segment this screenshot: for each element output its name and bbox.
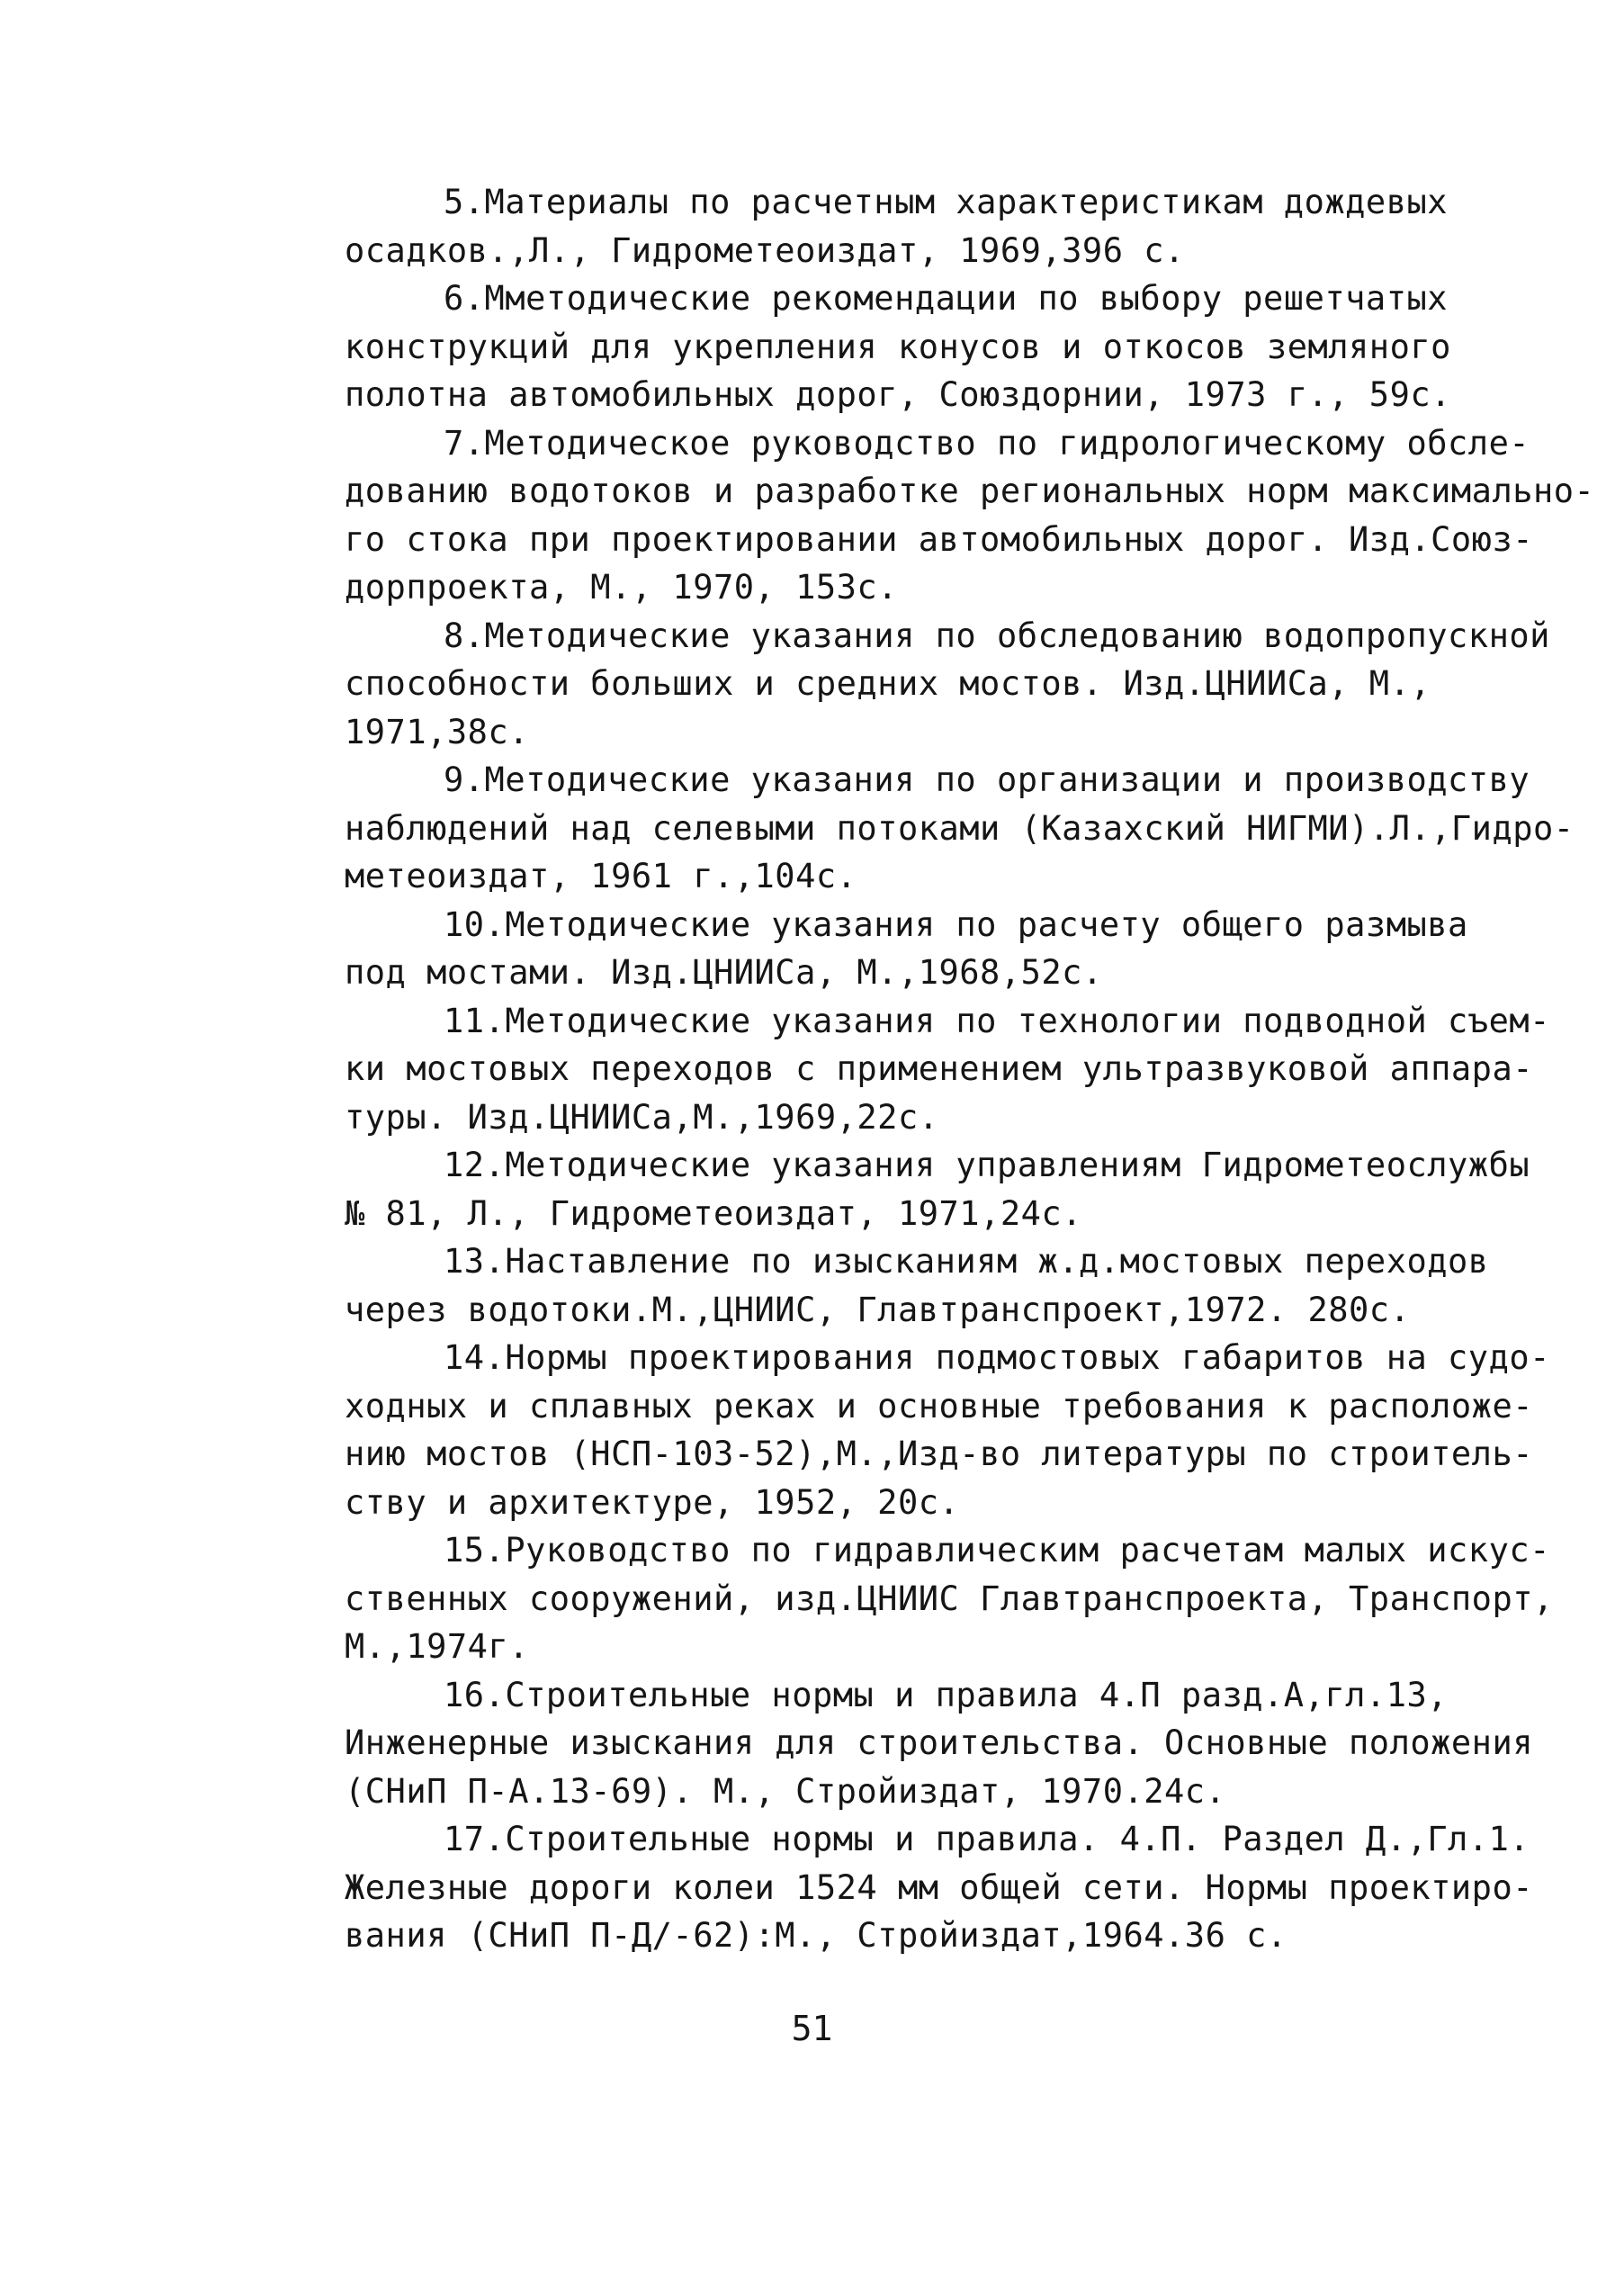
reference-line: конструкций для укрепления конусов и откосов земляного bbox=[345, 327, 1451, 366]
reference-line: 12.Методические указания управлениям Гидрометеослужбы bbox=[444, 1146, 1530, 1184]
reference-item-16 bbox=[345, 1671, 1532, 1816]
reference-item-11 bbox=[345, 997, 1550, 1142]
reference-item-8 bbox=[345, 612, 1550, 757]
reference-line: го стока при проектировании автомобильных дорог. Изд.Союз- bbox=[345, 519, 1534, 559]
reference-line: № 81, Л., Гидрометеоиздат, 1971,24с. bbox=[345, 1193, 1082, 1233]
reference-item-7 bbox=[345, 419, 1595, 612]
reference-line: способности больших и средних мостов. Изд.ЦНИИСа, М., bbox=[345, 664, 1431, 703]
reference-line: (СНиП П-А.13-69). М., Стройиздат, 1970.24с. bbox=[345, 1771, 1226, 1811]
reference-line: дованию водотоков и разработке региональных норм максимально- bbox=[345, 472, 1595, 510]
reference-line: дорпроекта, М., 1970, 153с. bbox=[345, 568, 898, 607]
reference-line: 11.Методические указания по технологии подводной съем- bbox=[444, 1001, 1550, 1040]
reference-line: Инженерные изыскания для строительства. Основные положения bbox=[345, 1723, 1534, 1762]
reference-item-10 bbox=[345, 901, 1532, 997]
reference-line: 5.Материалы по расчетным характеристикам дождевых bbox=[444, 183, 1449, 221]
reference-line: полотна автомобильных дорог, Союздорнии, 1973 г., 59с. bbox=[345, 375, 1451, 414]
reference-line: ки мостовых переходов с применением ультразвуковой аппара- bbox=[345, 1049, 1534, 1088]
reference-line: под мостами. Изд.ЦНИИСа, М.,1968,52с. bbox=[345, 953, 1103, 992]
reference-line: через водотоки.М.,ЦНИИС, Главтранспроект,1972. 280с. bbox=[345, 1290, 1411, 1329]
reference-item-15 bbox=[345, 1526, 1554, 1671]
reference-line: наблюдений над селевыми потоками (Казахский НИГМИ).Л.,Гидро- bbox=[345, 808, 1575, 848]
reference-line: туры. Изд.ЦНИИСа,М.,1969,22с. bbox=[345, 1097, 939, 1137]
reference-line: 9.Методические указания по организации и производству bbox=[444, 760, 1530, 799]
reference-line: вания (СНиП П-Д/-62):М., Стройиздат,1964.36 с. bbox=[345, 1916, 1288, 1955]
reference-line: осадков.,Л., Гидрометеоиздат, 1969,396 с. bbox=[345, 230, 1185, 270]
reference-line: Железные дороги колеи 1524 мм общей сети. Нормы проектиро- bbox=[345, 1867, 1534, 1907]
reference-item-6 bbox=[345, 274, 1532, 419]
reference-list bbox=[345, 178, 1595, 1960]
reference-line: 7.Методическое руководство по гидрологическому обсле- bbox=[444, 423, 1530, 463]
reference-line: ству и архитектуре, 1952, 20с. bbox=[345, 1482, 960, 1522]
reference-line: метеоиздат, 1961 г.,104с. bbox=[345, 857, 857, 895]
reference-item-9 bbox=[345, 756, 1575, 901]
reference-line: 17.Строительные нормы и правила. 4.П. Раздел Д.,Гл.1. bbox=[444, 1820, 1530, 1858]
reference-line: 15.Руководство по гидравлическим расчетам малых искус- bbox=[444, 1531, 1550, 1570]
reference-line: 10.Методические указания по расчету общего размыва bbox=[444, 904, 1468, 944]
reference-line: 8.Методические указания по обследованию водопропускной bbox=[444, 616, 1550, 655]
reference-line: 13.Наставление по изысканиям ж.д.мостовых переходов bbox=[444, 1242, 1489, 1281]
reference-line: ственных сооружений, изд.ЦНИИС Главтранспроекта, Транспорт, bbox=[345, 1579, 1554, 1618]
reference-line: 14.Нормы проектирования подмостовых габаритов на судо- bbox=[444, 1338, 1550, 1377]
reference-line: 16.Строительные нормы и правила 4.П разд.А,гл.13, bbox=[444, 1675, 1449, 1714]
reference-item-13 bbox=[345, 1237, 1532, 1334]
page-number: 51 bbox=[791, 2009, 833, 2048]
reference-item-12 bbox=[345, 1141, 1532, 1237]
reference-line: нию мостов (НСП-103-52),М.,Изд-во литературы по строитель- bbox=[345, 1435, 1534, 1473]
reference-line: 6.Мметодические рекомендации по выбору решетчатых bbox=[444, 279, 1449, 318]
reference-item-5 bbox=[345, 178, 1532, 274]
reference-item-17 bbox=[345, 1815, 1532, 1960]
reference-line: М.,1974г. bbox=[345, 1627, 529, 1666]
reference-line: 1971,38с. bbox=[345, 712, 529, 751]
reference-item-14 bbox=[345, 1334, 1550, 1526]
reference-line: ходных и сплавных реках и основные требования к расположе- bbox=[345, 1386, 1534, 1426]
